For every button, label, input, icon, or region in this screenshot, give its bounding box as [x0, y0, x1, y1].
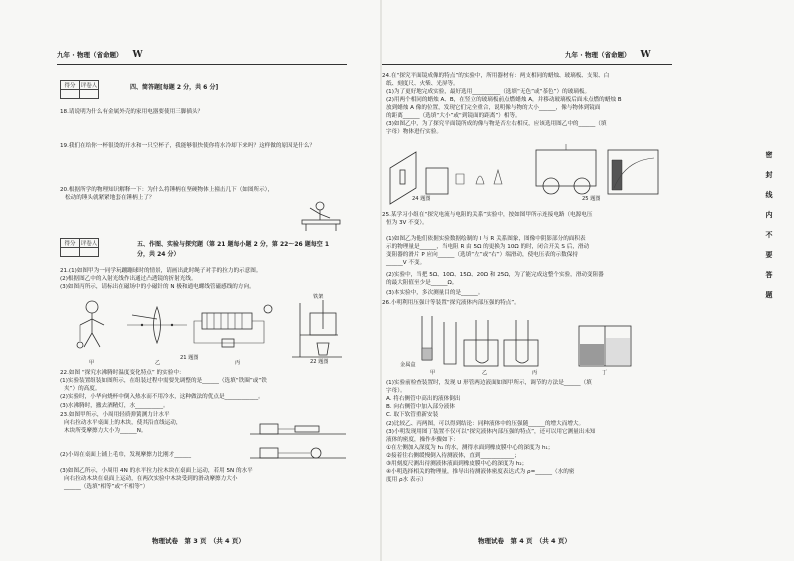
question-23-e: (3)如图乙所示，小周用 4N 的水平拉力拉木块在桌面上运动，若用 5N 的水平: [60, 468, 253, 474]
left-page: [0, 0, 382, 561]
question-23-d: (2)小周在桌面上铺上毛巾，发现摩擦力比刚才______: [60, 452, 191, 458]
score-box-2: [60, 238, 99, 257]
binding-char: 封: [765, 171, 773, 179]
section5-title-line2: 分，共 24 分）: [137, 251, 180, 258]
label-tiejia: 铁架: [313, 294, 324, 300]
question-26-1b: 字母）。: [386, 388, 406, 394]
grader-cell[interactable]: [80, 248, 99, 257]
question-21-2: (2)根据图乙中的入射光线作出通过凸透镜的折射光线。: [60, 276, 197, 282]
question-25-b: 恒为 3V 不变）。: [386, 220, 428, 226]
step-4: ④小明选择相关的物理量，推导出待测液体密度表达式为 ρ=______（水的密: [386, 469, 575, 475]
friction-figure: [250, 418, 350, 466]
question-25-1b: 示的物理量是______，当电阻 R 由 5Ω 的更换为 10Ω 的时，闭合开关 S 后，滑动: [386, 244, 590, 250]
binding-char: 密: [765, 151, 773, 159]
right-page: [382, 0, 794, 561]
option-b: B. 向右侧管中加入部分液体: [386, 404, 455, 410]
question-23: 23.如图甲所示，小周用轻质弹簧测力计水平: [60, 412, 170, 418]
label-bing: 丙: [532, 370, 538, 376]
fig25-caption: 25 题图: [582, 196, 601, 202]
label-metal-box: 金属盒: [400, 362, 416, 368]
question-23-g: ______（选填“相等”或“不相等”）: [64, 484, 149, 490]
binding-char: 线: [765, 191, 773, 199]
score-cell[interactable]: [61, 90, 80, 99]
grader-cell[interactable]: [80, 90, 99, 99]
grader-label: 评卷人: [80, 239, 99, 248]
hammer-figure: [300, 200, 345, 232]
fig24-caption: 24 题图: [412, 196, 431, 202]
question-24-3: (3)如图乙中，为了探究平面镜所成的像与物是否左右相反，应该选用图乙中的______（填: [386, 121, 607, 127]
question-19: 19.我们在给你一杯很烫的开水和一只空杯子，我能够很快使你将水冷却下来吗？这样做的原因是什么？: [60, 143, 316, 149]
figure-26: [404, 312, 644, 370]
question-25-1c: 变阻器的滑片 P 应向______（选填“左”或“右”）端滑动，使电压表的示数保持: [386, 252, 578, 258]
figures-21-22: [72, 295, 352, 365]
question-25-2: (2)实验中，当把 5Ω、10Ω、15Ω、20Ω 和 25Ω，为了能完成这整个实验，滑动变阻器: [386, 272, 604, 278]
page-header: [57, 50, 143, 60]
label-jia: 甲: [430, 370, 436, 376]
binding-char: 要: [765, 251, 773, 259]
question-24-1: (1)为了更好地完成实验，最好选用__________（选填“无色”或“茶色”）的玻璃板。: [386, 89, 591, 95]
section-title: 四、简答题[每题 2 分，共 6 分]: [130, 84, 219, 91]
fig22-caption: 22 题图: [310, 359, 329, 365]
label-ding: 丁: [602, 370, 608, 376]
question-22-1b: 夹”）的高度。: [64, 386, 101, 392]
question-26-3b: 液体的密度，操作步骤如下：: [386, 437, 459, 443]
question-26-1: (1)实验前检查装置时，发现 U 形管两边液面如图甲所示，调节的方法是______（填: [386, 380, 592, 386]
question-24-3b: 字母）物体进行实验。: [386, 129, 442, 135]
page-footer: 物理试卷 第 3 页 （共 4 页）: [152, 537, 245, 545]
question-20-line2: 松动的锤头就紧紧地套在锤柄上了？: [65, 195, 155, 201]
question-25-2b: 的最大阻值至少是______Ω。: [386, 280, 458, 286]
section5-title-line1: 五、作图、实验与探究题（第 21 题每小题 2 分，第 22～26 题每空 1: [137, 241, 330, 248]
header-mark: W: [640, 50, 651, 60]
question-18: 18.请说明为什么有金属外壳的家用电器要使用三脚插头？: [60, 109, 204, 115]
binding-char: 不: [765, 231, 773, 239]
page-footer: 物理试卷 第 4 页 （共 4 页）: [478, 537, 571, 545]
header-mark: W: [132, 50, 143, 60]
question-26: 26.小明利用压强计等装置“探究液体内部压强的特点”。: [382, 300, 520, 306]
question-23-f: 向右拉动木块在桌面上运动，在两次实验中木块受到的滑动摩擦力大小: [64, 476, 238, 482]
question-24-2: (2)用两个相同的蜡烛 A、B，在竖立的玻璃板前点燃蜡烛 A，并移动玻璃板后面未点燃的蜡烛 B: [386, 97, 622, 103]
question-23-b: 向右拉动水平桌面上的木块，使其沿直线运动，: [64, 420, 182, 426]
binding-char: 内: [765, 211, 773, 219]
question-26-2: (2)比较乙、丙两图，可以得到结论：同种液体中的压强随______的增大而增大。: [386, 421, 585, 427]
question-25: 25.某学习小组在“探究电流与电阻的关系”实验中，按如图甲所示连接电路（电源电压: [382, 212, 593, 218]
score-label: 得分: [61, 239, 80, 248]
step-3: ③用刻度尺测出待测液体液面到橡皮膜中心的深度为 h₂；: [386, 461, 528, 467]
binding-note: [763, 150, 775, 310]
label-jia: 甲: [89, 360, 95, 366]
question-24: 24.在“探究平面镜成像的特点”的实验中，所用器材有：两支相同的蜡烛、玻璃板、支架、白: [382, 73, 610, 79]
option-a: A. 将右侧管中高出的液体倒出: [386, 396, 461, 402]
option-c: C. 取下软管重新安装: [386, 412, 439, 418]
question-24-2b: 放到蜡烛 A 像的位置，发现它们完全重合，说明像与物的大小______，像与物体到镜面: [386, 105, 601, 111]
grader-label: 评卷人: [80, 81, 99, 90]
question-22-3: (3)水沸腾时，撤去酒精灯，水__________。: [60, 403, 169, 409]
question-21: 21.(1)如图甲为一同学玩蹦蹦球时的情景，请画出此时绳子对手的拉力的示意图。: [60, 268, 262, 274]
label-bing: 丙: [235, 360, 241, 366]
score-box: [60, 80, 99, 99]
header-rule: [382, 64, 672, 65]
label-yi: 乙: [155, 360, 161, 366]
step-1: ①在左侧加入深度为 h₁ 的水，测得水面到橡皮膜中心的深度为 h₁；: [386, 445, 554, 451]
binding-char: 题: [765, 291, 773, 299]
question-22-1: (1)实验装置组装如图所示，在组装过程中需要先调整的是______（选填“铁圈”或“铁: [60, 378, 267, 384]
fig21-caption: 21 题图: [180, 355, 199, 361]
header-rule: [57, 64, 347, 65]
step-4b: 度用 ρ水 表示）: [386, 477, 427, 483]
step-2: ②接着往右侧缓慢倒入待测液体，直到____________；: [386, 453, 520, 459]
label-yi: 乙: [482, 370, 488, 376]
question-22: 22.如图 “探究水沸腾时温度变化特点” 的实验中：: [60, 370, 185, 376]
score-cell[interactable]: [61, 248, 80, 257]
question-25-1d: ______V 不变。: [386, 260, 426, 266]
question-25-3: (3)本实验中，多次测量目的是______。: [386, 290, 484, 296]
header-title: 九年 · 物理（省命题）: [57, 51, 123, 59]
score-label: 得分: [61, 81, 80, 90]
binding-char: 答: [765, 271, 773, 279]
question-22-2: (2)实验时，小华向烧杯中倒入热水而不用冷水，这种做法的优点是____________。: [60, 394, 264, 400]
header-title: 九年 · 物理（省命题）: [565, 51, 631, 59]
question-24-2c: 的距离______（选填“大小”或“到镜面的距离”）相等。: [386, 113, 521, 119]
question-26-3: (3)小明发现用图丁装置不仅可以“探究液体内部压强的特点”，还可以用它测量出未知: [386, 429, 596, 435]
question-23-c: 木块所受摩擦力大小为______N。: [64, 428, 147, 434]
page-header: [565, 50, 651, 60]
question-25-1: (1)如图乙为他们依据实验数据绘制的 I 与 R 关系图象，图像中阴影部分的面积表: [386, 236, 586, 242]
question-21-3: (3)如图丙所示，请标出在磁场中的小磁针的 N 极和通电螺线管磁感线的方向。: [60, 284, 255, 290]
question-20-line1: 20.根据所学的物理知识解释一下：为什么将锤柄在坚硬物体上撞击几下（如图所示），: [60, 187, 274, 193]
question-24-b: 纸、刻度尺、火柴、光屏等。: [386, 81, 459, 87]
